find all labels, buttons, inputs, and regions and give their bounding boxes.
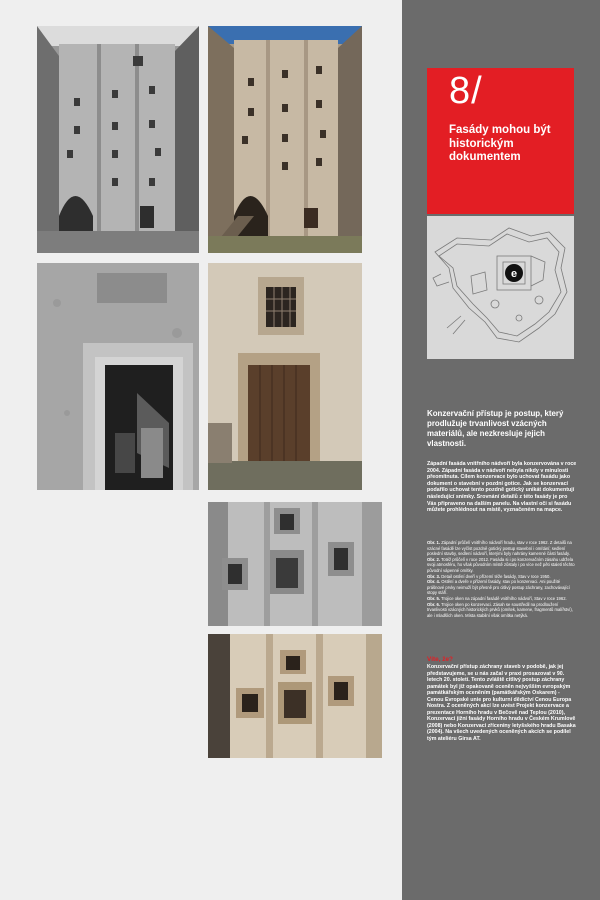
did-you-know-heading: Víte, že?: [427, 656, 453, 663]
section-header-panel: [427, 68, 574, 214]
caption-item: [427, 557, 577, 574]
caption-text: Trojice oken po konzervaci. Zásah se soustředil na prodloužení trvanlivosti vzácných historických prvků (omítek, kamene, fragmentů malířství), ale i mladších oken. Místa stabilní však omítka netýká.: [427, 601, 573, 618]
caption-label: Obr. 5.: [427, 595, 441, 601]
caption-label: Obr. 4.: [427, 579, 441, 585]
map-location-marker: e: [510, 268, 518, 280]
caption-item: [427, 602, 577, 619]
photo-door-after-conservation: [208, 263, 362, 490]
photo-facade-2012: [208, 26, 362, 253]
lead-paragraph: Konzervační přístup je postup, který prodlužuje trvanlivost vzácných materiálů, ale nezkresluje jejich vlastnosti.: [427, 409, 564, 448]
body-paragraph-1: Západní fasáda vnitřního nádvoří byla konzervována v roce 2004. Západní fasáda v nádvoří nebyla nikdy v minulosti přeomítnuta. Cílem konzervace bylo uchovat fasádu jako dokument o stavební v pozdní gotice. Jak se konzervací podařilo uchovat tento pozdně gotický unikát dokumentují následující snímky. Srovnání detailů z této fasády je pro Vás připraveno na dalším panelu. Na vlastní oči si fasádu můžete prohlédnout na místě, vyznačeném na mapce.: [427, 461, 577, 514]
body-paragraph-2: Konzervační přístup záchrany staveb v podobě, jak jej představujeme, se u nás začal v praxi prosazovat v 90. letech 20. století. Tento zvláště citlivý postup záchrany památek byl již opakovaně oceněn nejvyšším evropským památkářským oceněním (památkářským Oskarem) - Cenou Evropské unie pro kulturní dědictví Cenou Europa Nostra. Z oceněných akcí lze uvést Projekt konzervace a prezentace Horního hradu v Bečově nad Teplou (2010), Konzervaci jižní fasády Horního hradu v Českém Krumlově (2008) nebo Konzervaci zříceniny letyšského hradu Basaka (2004). Na všech uvedených oceněných akcích se podílel tým ateliéru Girsa AT.: [427, 664, 576, 742]
caption-item: [427, 540, 577, 557]
panel-title: Fasády mohou být historickým dokumentem: [449, 124, 551, 163]
caption-label: Obr. 3.: [427, 573, 441, 579]
caption-label: Obr. 2.: [427, 556, 441, 562]
caption-text: Totéž průčelí v roce 2012. Fasáda si i po konzervačním zásahu udržela svoji atmosféru, ho však původním místě zůstaly i po více než pěti staletí těchto původní vápenné omítky.: [427, 556, 575, 573]
caption-text: Detail ostění dveří v přízemí téže fasády, Stav v roce 1950.: [441, 573, 551, 579]
panel-number: 8/: [449, 70, 483, 112]
castle-map: [427, 216, 574, 359]
caption-label: Obr. 6.: [427, 601, 441, 607]
figure-captions: [427, 540, 577, 618]
caption-label: Obr. 1.: [427, 540, 441, 545]
caption-text: Ostění a dveře v přízemí fasády, stav po konzervaci. Ani použité prášnové prvky neimuží být přesně pro citlivý postup záchrany, zachovávající stopy stáří.: [427, 579, 570, 596]
photo-facade-1962: [37, 26, 199, 253]
caption-text: Západní průčelí vnitřního nádvoří hradu, stav v roce 1962. Z detailů na vzácné fasádě lze vyčíst pozdně gotický postup stavební i omítání; sedlení poslední stavby, sedlení nádvoří, kterými byly nahrány kamenné části fasády.: [427, 540, 572, 557]
photo-windows-after-conservation: [208, 634, 382, 758]
photo-windows-1962: [208, 502, 382, 626]
caption-text: Trojice oken na západní fasádě vnitřního nádvoří, Stav v roce 1962.: [441, 595, 567, 601]
caption-item: [427, 579, 577, 596]
photo-door-1950: [37, 263, 199, 490]
